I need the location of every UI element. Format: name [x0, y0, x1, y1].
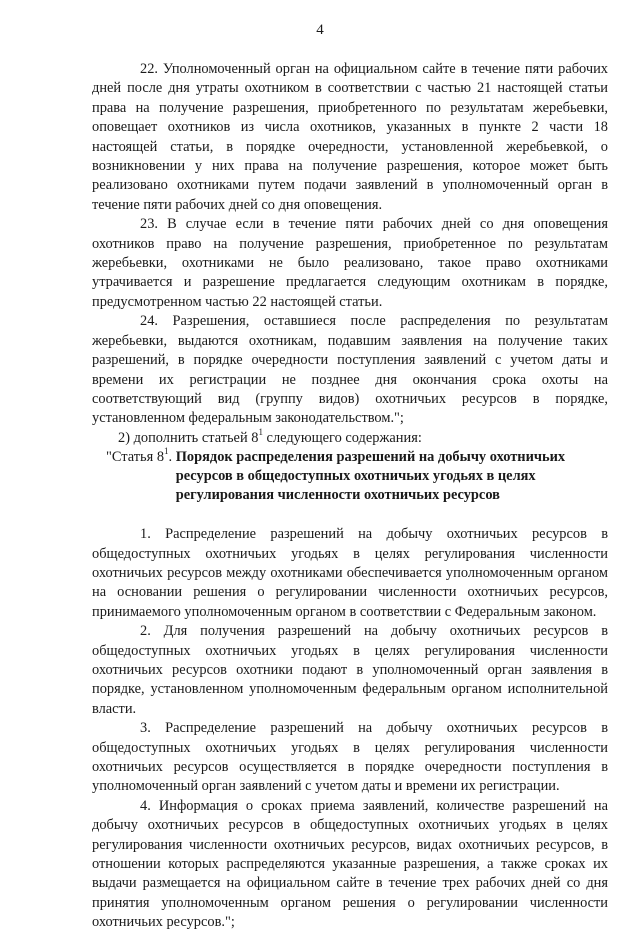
article-prefix-sup: 1	[164, 446, 169, 457]
paragraph-22: 22. Уполномоченный орган на официальном сайте в течение пяти рабочих дней после дня утраты охотником в соответствии с частью 21 настоящей статьи права на получение разрешения, приобретенного по результатам жеребьевки, оповещает охотников из числа охотников, указанных в пункте 2 части 18 настоящей статьи, в порядке очередности, установленной жеребьевкой, о возникновении у них права на получение разрешения, которое может быть реализовано охотниками путем подачи заявлений в уполномоченный орган в течение пяти рабочих дней со дня оповещения.	[92, 61, 608, 213]
article-prefix	[92, 448, 176, 505]
article-paragraph-2: 2. Для получения разрешений на добычу охотничьих ресурсов в общедоступных охотничьих угодьях в целях регулирования численности охотничьих ресурсов охотники подают в уполномоченный орган заявления в порядке, установленном уполномоченным федеральным органом исполнительной власти.	[92, 623, 608, 717]
amendment-item-sup: 1	[258, 426, 263, 437]
article-paragraph-1: 1. Распределение разрешений на добычу охотничьих ресурсов в общедоступных охотничьих угодьях в целях регулирования численности охотничьих ресурсов между охотниками обеспечивается уполномоченным органом на основании решения о регулировании численности охотничьих ресурсов, принимаемого уполномоченным органом в соответствии с Федеральным законом.	[92, 526, 608, 620]
article-paragraph-3: 3. Распределение разрешений на добычу охотничьих ресурсов в общедоступных охотничьих угодьях в целях регулирования численности охотничьих ресурсов осуществляется в порядке очередности поступления в уполномоченный орган заявлений с учетом даты и времени их регистрации.	[92, 720, 608, 795]
article-prefix-text: "Статья 8	[106, 449, 165, 466]
page-number: 4	[316, 22, 324, 38]
amendment-item-suffix: следующего содержания:	[262, 429, 422, 446]
paragraph-24: 24. Разрешения, оставшиеся после распределения по результатам жеребьевки, выдаются охотникам, подавшим заявления на получение таких разрешений, в порядке очередности поступления заявлений с учетом даты и времени их регистрации не позднее дня окончания срока охоты на соответствующий вид (группу видов) охотничьих ресурсов в порядке, установленном федеральным законодательством.";	[92, 313, 608, 427]
article-title: Порядок распределения разрешений на добычу охотничьих ресурсов в общедоступных охотничьих угодьях в целях регулирования численности охотничьих ресурсов	[175, 449, 566, 504]
amendment-item	[92, 426, 608, 448]
article-heading	[92, 448, 608, 505]
paragraph-23: 23. В случае если в течение пяти рабочих дней со дня оповещения охотников право на получение разрешения, приобретенное по результатам жеребьевки, охотниками не было реализовано, такое право охотниками утрачивается и разрешение предлагается следующим охотникам в порядке, предусмотренном частью 22 настоящей статьи.	[92, 216, 608, 310]
amendment-item-text: 2) дополнить статьей 8	[118, 429, 259, 446]
document-body	[92, 60, 608, 933]
article-prefix-dot: .	[168, 449, 176, 466]
article-paragraph-4: 4. Информация о сроках приема заявлений, количестве разрешений на добычу охотничьих ресурсов в общедоступных охотничьих угодьях в целях регулирования численности охотничьих ресурсов, видах охотничьих ресурсов, в отношении которых распределяются указанные разрешения, а также сроках их выдачи размещается на официальном сайте в течение трех рабочих дней со дня принятия уполномоченным органом решения о регулировании численности охотничьих ресурсов.";	[92, 797, 608, 931]
